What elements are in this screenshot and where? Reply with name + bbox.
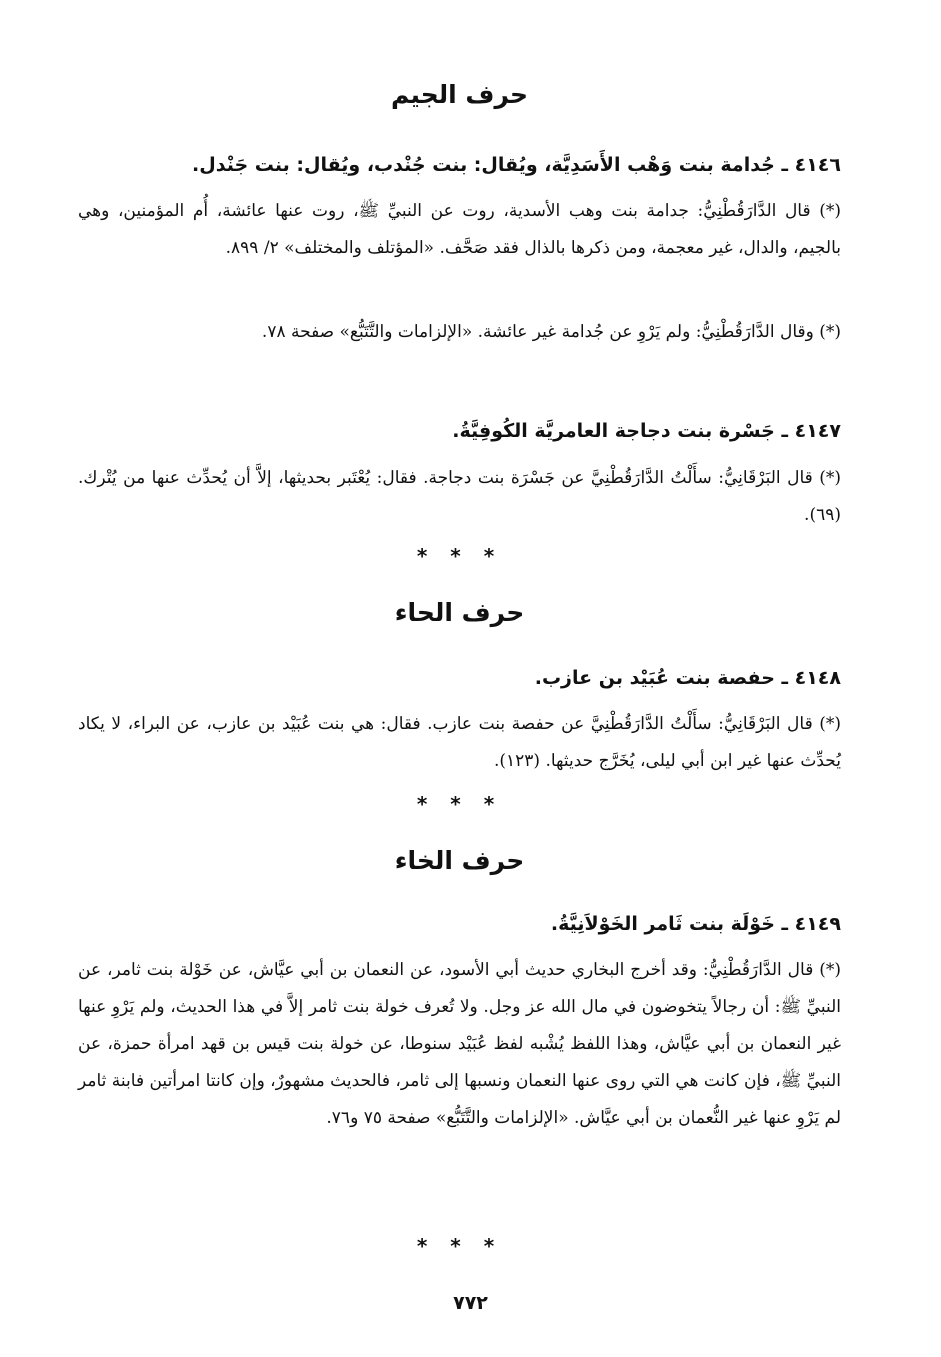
entry-title-4147: ٤١٤٧ ـ جَسْرة بنت دجاجة العامريَّة الكُوفِيَّةُ.: [452, 420, 841, 442]
entry-title-4149: ٤١٤٩ ـ خَوْلَة بنت ثَامر الخَوْلاَنِيَّةُ.: [550, 913, 841, 935]
entry-title-4146: ٤١٤٦ ـ جُدامة بنت وَهْب الأَسَدِيَّة، ويُقال: بنت جُنْدب، ويُقال: بنت جَنْدل.: [192, 154, 841, 176]
section-separator: * * *: [416, 1234, 503, 1258]
entry-paragraph: (*) قال البَرْقَانِيُّ: سأَلْتُ الدَّارَقُطْنِيَّ عن جَسْرَة بنت دجاجة. فقال: يُعْتَبر بحديثها، إلاَّ أن يُحدِّث عنها من يُتْرك. (٦٩).: [78, 468, 841, 525]
entry-paragraph: (*) قال الدَّارَقُطْنِيُّ: جدامة بنت وهب الأسدية، روت عن النبيِّ ﷺ، روت عنها عائشة، أُم المؤمنين، وهي بالجيم، والدال، غير معجمة، ومن ذكرها بالذال فقد صَحَّف. «المؤتلف والمختلف» ٢/ ٨٩٩.: [78, 201, 841, 258]
entry-paragraph: (*) وقال الدَّارَقُطْنِيُّ: ولم يَرْوِ عن جُدامة غير عائشة. «الإلزامات والتَّتَبُّع» صفحة ٧٨.: [261, 322, 841, 342]
section-separator: * * *: [416, 544, 503, 568]
page-number: ٧٧٢: [453, 1292, 488, 1314]
section-heading-ha: حرف الحاء: [394, 598, 525, 627]
section-heading-kha: حرف الخاء: [394, 846, 525, 875]
section-separator: * * *: [416, 792, 503, 816]
entry-paragraph: (*) قال الدَّارَقُطْنِيُّ: وقد أخرج البخاري حديث أبي الأسود، عن النعمان بن أبي عيَّاش، عن خَوْلة بنت ثامر، عن النبيِّ ﷺ: أن رجالاً يتخوضون في مال الله عز وجل. ولا تُعرف خولة بنت ثامر إلاَّ في هذا الحديث، ولم يَرْوِ عنها غير النعمان بن أبي عيَّاش، وهذا اللفظ يُشْبه لفظ عُبَيْد سنوطا، عن خولة بنت قيس بن قهد امرأة حمزة، عن النبيِّ ﷺ، فإن كانت هي التي روى عنها النعمان ونسبها إلى ثامر، فالحديث مشهورٌ، وإن كانتا امرأتين فابنة ثامر لم يَرْوِ عنها غير النُّعمان بن أبي عيَّاش. «الإلزامات والتَّتَبُّع» صفحة ٧٥ و٧٦.: [78, 960, 841, 1128]
section-heading-jim: حرف الجيم: [390, 80, 529, 109]
entry-title-4148: ٤١٤٨ ـ حفصة بنت عُبَيْد بن عازب.: [534, 667, 841, 689]
entry-paragraph: (*) قال البَرْقَانِيُّ: سأَلْتُ الدَّارَقُطْنِيَّ عن حفصة بنت عازب. فقال: هي بنت عُبَيْد بن عازب، عن البراء، لا يكاد يُحدِّث عنها غير ابن أبي ليلى، يُخَرَّج حديثها. (١٢٣).: [78, 714, 841, 771]
